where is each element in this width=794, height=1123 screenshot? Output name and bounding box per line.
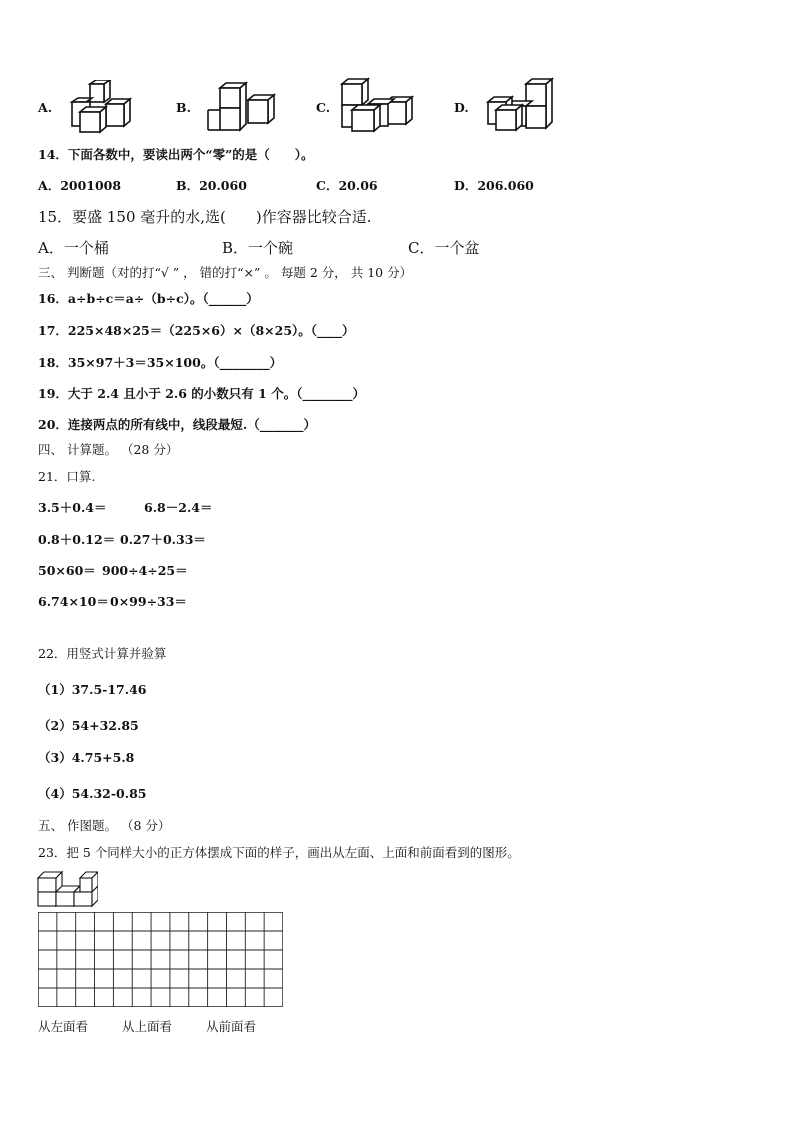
q23-stem: 23．把 5 个同样大小的正方体摆成下面的样子，画出从左面、上面和前面看到的图形。 [38,845,520,860]
q14-option-b: B．20.060 [176,178,247,193]
q14-option-a: A．2001008 [38,178,122,193]
q13-option-b-letter: B. [176,100,191,115]
q15-option-c: C．一个盆 [408,239,480,257]
q21-stem: 21．口算. [38,469,96,484]
q21-row3-right: 900÷4÷25＝ [102,563,188,578]
q13-option-c-letter: C. [316,100,331,115]
caption-top-view: 从上面看 [122,1019,173,1034]
q15-stem: 15．要盛 150 毫升的水,选( )作容器比较合适. [38,208,372,226]
cubes-c-figure [338,76,416,134]
q14-option-c: C．20.06 [316,178,378,193]
q16: 16．a÷b÷c＝a÷（b÷c）。（______） [38,291,259,306]
q15-option-a: A．一个桶 [38,239,109,257]
q22-item-3: （3）4.75+5.8 [38,750,135,765]
q21-row4-left: 6.74×10＝ [38,594,109,609]
q22-item-2: （2）54+32.85 [38,718,139,733]
q21-row2-left: 0.8＋0.12＝ [38,532,116,547]
q21-row2-right: 0.27＋0.33＝ [120,532,206,547]
q14-stem: 14．下面各数中，要读出两个“零”的是（ ）。 [38,147,314,162]
section3-heading: 三、 判断题（对的打“√ ” ， 错的打“×” 。 每题 2 分， 共 10 分） [38,265,413,280]
five-cubes-figure [36,866,98,908]
q22-stem: 22．用竖式计算并验算 [38,646,167,661]
caption-front-view: 从前面看 [206,1019,257,1034]
drawing-grid[interactable] [38,912,283,1007]
q14-option-d: D．206.060 [454,178,534,193]
q15-option-b: B．一个碗 [222,239,294,257]
q17: 17．225×48×25＝（225×6）×（8×25）。（____） [38,323,355,338]
q13-option-a-letter: A. [38,100,53,115]
q18: 18．35×97＋3＝35×100。（________） [38,355,283,370]
q21-row3-left: 50×60＝ [38,563,96,578]
section4-heading: 四、 计算题。 （28 分） [38,442,179,457]
q20: 20．连接两点的所有线中，线段最短.（_______） [38,417,316,432]
cubes-a-figure [66,80,142,136]
q22-item-4: （4）54.32-0.85 [38,786,147,801]
q21-row4-right: 0×99÷33＝ [110,594,187,609]
caption-left-view: 从左面看 [38,1019,89,1034]
cubes-d-figure [480,76,560,134]
q19: 19．大于 2.4 且小于 2.6 的小数只有 1 个。（________） [38,386,365,401]
q21-row1-right: 6.8－2.4＝ [144,500,213,515]
cubes-b-figure [204,80,280,136]
q22-item-1: （1）37.5-17.46 [38,682,147,697]
section5-heading: 五、 作图题。 （8 分） [38,818,171,833]
q21-row1-left: 3.5＋0.4＝ [38,500,107,515]
q13-option-d-letter: D. [454,100,469,115]
